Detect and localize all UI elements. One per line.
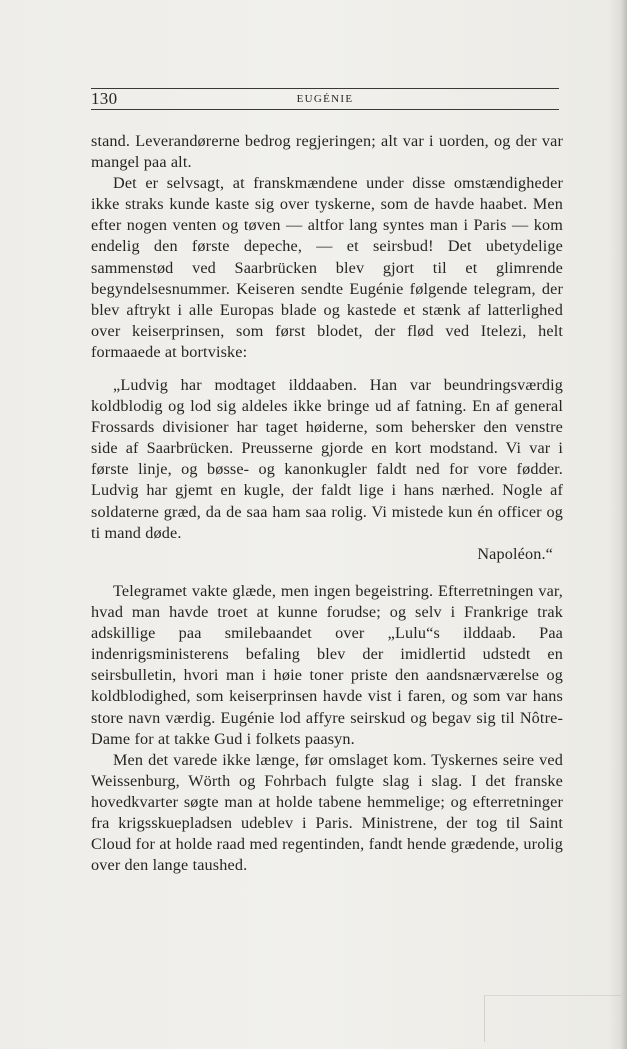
closing-text — [91, 581, 563, 876]
paragraph-continuation: stand. Leverandørerne bedrog regjeringen; alt var i uorden, og der var mangel paa alt. — [91, 132, 563, 172]
paragraph-reversal: Men det varede ikke længe, før omslaget kom. Tyskernes seire ved Weissenburg, Wörth og Fohrbach fulgte slag i slag. I det franske hovedkvarter søgte man at holde tabene hemmelige; og efterretninger fra krigsskuepladsen udeblev i Paris. Ministrene, der tog til Saint Cloud for at holde raad med regentinden, fandt hende grædende, urolig over den lange taushed. — [91, 750, 563, 875]
telegram-signature: Napoléon.“ — [477, 544, 553, 563]
page-corner-crease — [484, 995, 621, 1042]
paragraph-saarbrucken: Det er selvsagt, at franskmændene under disse omstændigheder ikke straks kunde kaste sig over tyskerne, som de havde haabet. Men efter nogen venten og tøven — altfor lang syntes man i Paris — kom endelig den første depeche, — et seirsbud! Det ubetydelige sammenstød ved Saarbrücken blev gjort til et glimrende begyndelsesnummer. Keiseren sendte Eugénie følgende telegram, der blev aftrykt i alle Europas blade og kastede et stænk af latterlighed over keiserprinsen, som først blodet, der flød ved Itelezi, helt formaaede at bortviske: — [91, 174, 563, 361]
paragraph-telegram-reaction: Telegramet vakte glæde, men ingen begeistring. Efterretningen var, hvad man havde troet at kunne forudse; og selv i Frankrige trak adskillige paa smilebaandet over „Lulu“s ilddaab. Paa indenrigsministerens befaling blev der imidlertid udstedt en seirsbulletin, hvori man i høie toner priste den aandsnærværelse og koldblodighed, som keiserprinsen havde vist i faren, og som var hans store navn værdig. Eugénie lod affyre seirskud og begav sig til Nôtre-Dame for at takke Gud i folkets paasyn. — [91, 582, 563, 748]
page-number: 130 — [91, 89, 118, 108]
running-title: EUGÉNIE — [296, 93, 354, 105]
page-edge-shadow — [621, 0, 627, 1049]
page-header — [91, 88, 559, 110]
telegram-text: „Ludvig har modtaget ilddaaben. Han var beundringsværdig koldblodig og lod sig aldeles ikke bringe ud af fatning. En af general Frossards divisioner har taget høiderne, som behersker den venstre side af Saarbrücken. Preusserne gjorde en kort modstand. Vi var i første linje, og bøsse- og kanonkugler faldt ned for vore fødder. Ludvig har gjemt en kugle, der faldt lige i hans nærhed. Nogle af soldaterne græd, da de saa ham saa rolig. Vi mistede kun én officer og ti mand døde. — [91, 376, 563, 542]
opening-text — [91, 131, 563, 363]
telegram-quote — [91, 375, 563, 565]
